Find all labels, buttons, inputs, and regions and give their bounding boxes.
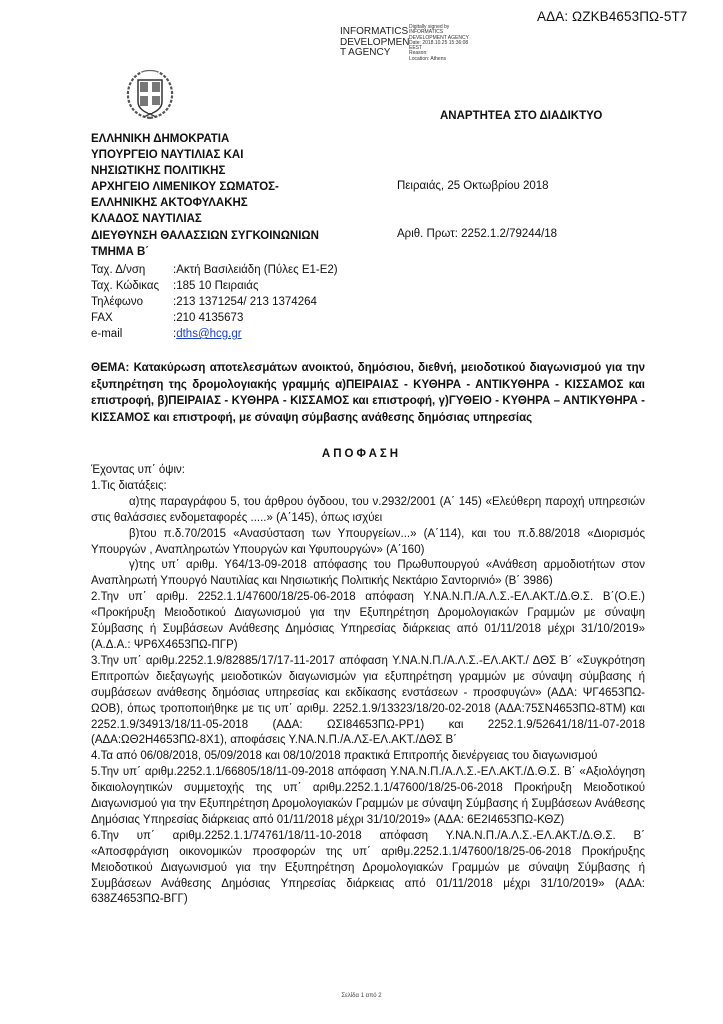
contact-row-postcode	[91, 278, 338, 294]
decision-intro: Έχοντας υπ΄ όψιν:	[91, 464, 185, 476]
signature-detail: INFORMATICS	[409, 29, 444, 36]
page-number: Σελίδα 1 από 2	[341, 993, 382, 999]
contact-row-fax	[91, 310, 338, 326]
signature-organization	[340, 27, 409, 59]
considerations-item-1a: α)της παραγράφου 5, του άρθρου όγδοου, του ν.2932/2001 (Α΄ 145) «Ελεύθερη παροχή υπηρεσιών στις θαλάσσιες ενδομεταφορές .....» (Α΄145), όπως ισχύει	[91, 495, 645, 524]
signature-org-line: T AGENCY	[340, 47, 391, 58]
signature-detail: Date: 2018.10.25 15:36:08	[409, 39, 469, 46]
authority-line: ΑΡΧΗΓΕΙΟ ΛΙΜΕΝΙΚΟΥ ΣΩΜΑΤΟΣ-	[91, 181, 279, 194]
contact-row-address	[91, 262, 338, 278]
signature-org-line: INFORMATICS	[340, 26, 409, 37]
post-online-notice: ΑΝΑΡΤΗΤΕΑ ΣΤΟ ΔΙΑΔΙΚΤΥΟ	[440, 110, 603, 122]
authority-line: ΥΠΟΥΡΓΕΙΟ ΝΑΥΤΙΛΙΑΣ ΚΑΙ	[91, 149, 244, 162]
considerations-item-1c: γ)της υπ΄ αριθμ. Υ64/13-09-2018 απόφασης του Πρωθυπουργού «Ανάθεση αρμοδιοτήτων στον Αναπληρωτή Υπουργό Ναυτιλίας και Νησιωτικής Πολιτικής Νεκτάριο Σαντορινιό» (Β΄ 3986)	[91, 559, 645, 588]
authority-line: ΔΙΕΥΘΥΝΣΗ ΘΑΛΑΣΣΙΩΝ ΣΥΓΚΟΙΝΩΝΙΩΝ	[91, 229, 319, 242]
contact-label: Ταχ. Κώδικας	[91, 280, 160, 292]
considerations-item-6: 6.Την υπ΄ αριθμ.2252.1.1/74761/18/11-10-2018 απόφαση Υ.ΝΑ.Ν.Π./Α.Λ.Σ.-ΕΛ.ΑΚΤ./Δ.Θ.Σ. Β΄ «Αποσφράγιση οικονομικών προσφορών της υπ΄ αριθμ.2252.1.1/47600/18/25-06-2018 Προκήρυξης Μειοδοτικού Διαγωνισμού για την Εξυπηρέτηση Δρομολογιακών Γραμμών με σύναψη Σύμβασης ή Συμβάσεων Ανάθεσης Δημόσιας Υπηρεσίας διάρκειας από 01/11/2018 μέχρι 31/10/2019» (ΑΔΑ: 638Ζ4653ΠΩ-ΒΓΓ)	[91, 829, 645, 906]
document-date: Πειραιάς, 25 Οκτωβρίου 2018	[397, 180, 549, 192]
contact-label: e-mail	[91, 328, 123, 340]
issuing-authority	[91, 131, 319, 260]
decision-body	[91, 463, 645, 908]
signature-detail: Location: Athens	[409, 55, 446, 62]
authority-line: ΕΛΛΗΝΙΚΗΣ ΑΚΤΟΦΥΛΑΚΗΣ	[91, 197, 248, 210]
contact-value: :213 1371254/ 213 1374264	[173, 296, 317, 308]
signature-detail: Digitally signed by	[409, 24, 450, 30]
authority-line: ΝΗΣΙΩΤΙΚΗΣ ΠΟΛΙΤΙΚΗΣ	[91, 165, 226, 178]
considerations-item-2: 2.Την υπ΄ αριθμ. 2252.1.1/47600/18/25-06-2018 απόφαση Υ.ΝΑ.Ν.Π./Α.Λ.Σ.-ΕΛ.ΑΚΤ./Δ.Θ.Σ. Β΄(Ο.Ε.) «Προκήρυξη Μειοδοτικού Διαγωνισμού για την Εξυπηρέτηση Δρομολογιακών Γραμμών με σύναψη Σύμβασης ή Συμβάσεων Ανάθεσης Δημόσιας Υπηρεσίας διάρκειας από 01/11/2018 μέχρι 31/10/2019» (Α.Δ.Α.: ΨΡ6Χ4653ΠΩ-ΠΓΡ)	[91, 591, 645, 651]
considerations-item-5: 5.Την υπ΄ αριθμ.2252.1.1/66805/18/11-09-2018 απόφαση Υ.ΝΑ.Ν.Π./Α.Λ.Σ.-ΕΛ.ΑΚΤ./Δ.Θ.Σ. Β΄ «Αξιολόγηση δικαιολογητικών συμμετοχής της υπ΄ αριθμ.2252.1.1/47600/18/25-06-2018 Προκήρυξη Μειοδοτικού Διαγωνισμού για την Εξυπηρέτηση Δρομολογιακών Γραμμών με σύναψη Σύμβασης ή Συμβάσεων Ανάθεσης Δημόσιας Υπηρεσίας διάρκειας από 01/11/2018 μέχρι 31/10/2019» (ΑΔΑ: 6Ε2Ι4653ΠΩ-ΚΘΖ)	[91, 766, 645, 826]
protocol-number: Αριθ. Πρωτ: 2252.1.2/79244/18	[397, 228, 558, 240]
greek-coat-of-arms-icon	[124, 68, 176, 122]
considerations-item-3: 3.Την υπ΄ αριθμ.2252.1.9/82885/17/17-11-2017 απόφαση Υ.ΝΑ.Ν.Π./Α.Λ.Σ.-ΕΛ.ΑΚΤ./ ΔΘΣ Β΄ «Συγκρότηση Επιτροπών διεξαγωγής μειοδοτικών διαγωνισμών για εξυπηρέτηση γραμμών με σύναψη σύμβασης ή συμβάσεων ανάθεσης δημόσιας υπηρεσίας και εκδίκασης ενστάσεων - προσφυγών» (ΑΔΑ: ΨΓ4653ΠΩ-ΩΟΒ), όπως τροποποιήθηκε με τις υπ΄ αριθμ. 2252.1.9/13323/18/20-02-2018 (ΑΔΑ:75ΣΝ4653ΠΩ-8ΤΜ) και 2252.1.9/34913/18/11-05-2018 (ΑΔΑ: ΩΣΙ84653ΠΩ-ΡΡ1) και 2252.1.9/52641/18/11-07-2018 (ΑΔΑ:ΩΘ2Η4653ΠΩ-8Χ1), αποφάσεις Υ.ΝΑ.Ν.Π./Α.ΛΣ-ΕΛ.ΑΚΤ./ΔΘΣ Β΄	[91, 654, 645, 747]
contact-info	[91, 262, 338, 342]
ada-number: ΑΔΑ: ΩΖΚΒ4653ΠΩ-5Τ7	[537, 9, 688, 24]
contact-row-email	[91, 326, 338, 342]
authority-line: ΤΜΗΜΑ Β΄	[91, 245, 150, 258]
contact-value: :185 10 Πειραιάς	[173, 280, 259, 292]
signature-detail: EEST	[409, 45, 423, 52]
subject-paragraph: ΘΕΜΑ: Κατακύρωση αποτελεσμάτων ανοικτού, δημόσιου, διεθνή, μειοδοτικού διαγωνισμού για την εξυπηρέτηση της δρομολογιακής γραμμής α)ΠΕΙΡΑΙΑΣ - ΚΥΘΗΡΑ - ΑΝΤΙΚΥΘΗΡΑ - ΚΙΣΣΑΜΟΣ και επιστροφή, β)ΠΕΙΡΑΙΑΣ - ΚΥΘΗΡΑ - ΚΙΣΣΑΜΟΣ και επιστροφή, γ)ΓΥΘΕΙΟ - ΚΥΘΗΡΑ – ΑΝΤΙΚΥΘΗΡΑ - ΚΙΣΣΑΜΟΣ και επιστροφή, με σύναψη σύμβασης ανάθεσης δημόσιας υπηρεσίας	[91, 362, 645, 424]
contact-row-phone	[91, 294, 338, 310]
considerations-item-4: 4.Τα από 06/08/2018, 05/09/2018 και 08/10/2018 πρακτικά Επιτροπής διενέργειας του διαγωνισμού	[91, 750, 598, 763]
contact-label: Ταχ. Δ/νση	[91, 264, 146, 276]
authority-line: ΚΛΑΔΟΣ ΝΑΥΤΙΛΙΑΣ	[91, 213, 202, 226]
contact-label: Τηλέφωνο	[91, 296, 144, 308]
authority-line: ΕΛΛΗΝΙΚΗ ΔΗΜΟΚΡΑΤΙΑ	[91, 133, 230, 145]
considerations-item-1: 1.Τις διατάξεις:	[91, 479, 167, 492]
signature-org-line: DEVELOPMEN	[340, 36, 410, 48]
decision-title: ΑΠΟΦΑΣΗ	[321, 448, 402, 460]
contact-value: :210 4135673	[173, 312, 244, 324]
email-link[interactable]: dths@hcg.gr	[176, 328, 242, 340]
email-prefix: :	[173, 328, 177, 340]
contact-value: :Ακτή Βασιλειάδη (Πύλες Ε1-Ε2)	[173, 264, 338, 276]
signature-detail: DEVELOPMENT AGENCY	[409, 34, 469, 41]
digital-signature-details	[409, 25, 469, 62]
signature-detail: Reason:	[409, 50, 428, 57]
considerations-item-1b: β)του π.δ.70/2015 «Ανασύσταση των Υπουργείων...» (Α΄114), και του π.δ.88/2018 «Διορισμός Υπουργών , Αναπληρωτών Υπουργών και Υφυπουργών» (Α΄160)	[91, 527, 645, 556]
contact-label: FAX	[91, 312, 113, 324]
